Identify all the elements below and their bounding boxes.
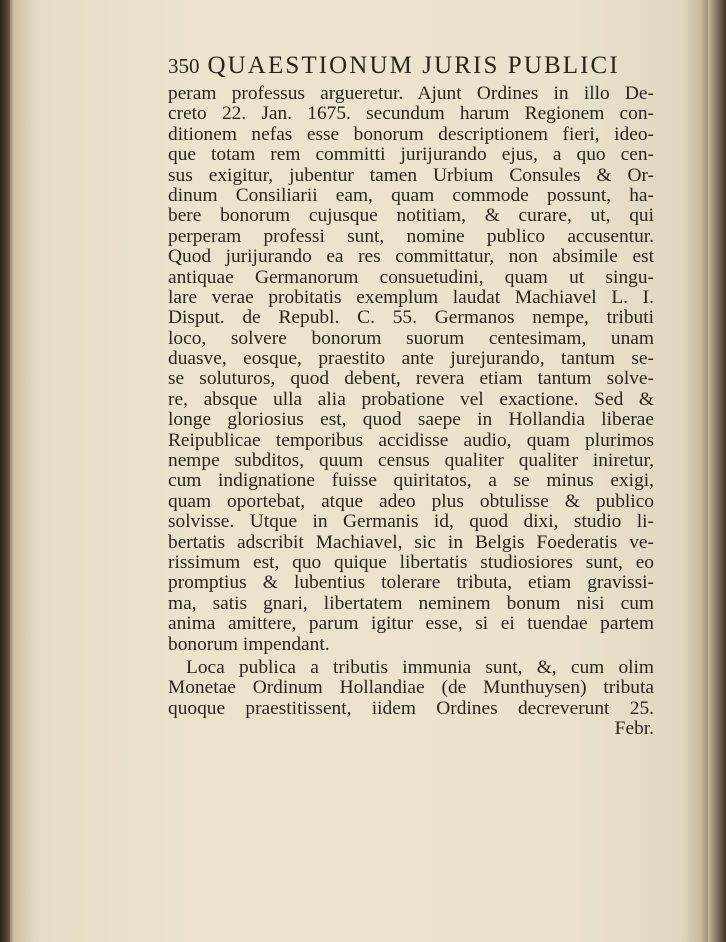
text-line: dinum Consiliarii eam, quam commode possunt, ha-	[168, 184, 654, 206]
text-line: bertatis adscribit Machiavel, sic in Belgis Foederatis ve-	[168, 531, 654, 553]
page-edge	[708, 0, 726, 942]
text-line: Quod jurijurando ea res committatur, non absimile est	[168, 246, 654, 268]
text-line: promptius & lubentius tolerare tributa, etiam gravissi-	[168, 572, 654, 594]
page-number: 350	[168, 54, 200, 78]
running-title: QUAESTIONUM JURIS PUBLICI	[207, 52, 620, 79]
paragraph-1	[168, 84, 654, 655]
text-line: re, absque ulla alia probatione vel exactione. Sed &	[168, 388, 654, 410]
text-line: ma, satis gnari, libertatem neminem bonum nisi cum	[168, 592, 654, 614]
text-line: anima amittere, parum igitur esse, si ei tuendae partem	[168, 613, 654, 635]
text-line: duasve, eosque, praestito ante jurejurando, tantum se-	[168, 348, 654, 370]
text-line: cum indignatione fuisse quiritatos, a se minus exigi,	[168, 470, 654, 492]
text-line: creto 22. Jan. 1675. secundum harum Regionem con-	[168, 103, 654, 125]
text-line: que totam rem committi jurijurando ejus, a quo cen-	[168, 144, 654, 166]
text-line: sus exigitur, jubentur tamen Urbium Consules & Or-	[168, 164, 654, 186]
text-line: solvisse. Utque in Germanis id, quod dixi, studio li-	[168, 511, 654, 533]
book-gutter	[0, 0, 10, 942]
text-line: se soluturos, quod debent, revera etiam tantum solve-	[168, 368, 654, 390]
text-line: bere bonorum cujusque notitiam, & curare, ut, qui	[168, 205, 654, 227]
text-line: Loca publica a tributis immunia sunt, &, cum olim	[186, 656, 654, 678]
text-line: ditionem nefas esse bonorum descriptionem fieri, ideo-	[168, 123, 654, 145]
text-line: antiquae Germanorum consuetudini, quam ut singu-	[168, 266, 654, 288]
catchword: Febr.	[614, 718, 654, 740]
text-line: peram professus argueretur. Ajunt Ordines in illo De-	[168, 83, 654, 104]
paragraph-2	[168, 658, 654, 719]
text-block	[168, 52, 654, 740]
text-line: loco, solvere bonorum suorum centesimam, unam	[168, 327, 654, 349]
text-line: nempe subditos, quum census qualiter qualiter iniretur,	[168, 450, 654, 472]
text-line: bonorum impendant.	[168, 633, 330, 655]
text-line: longe gloriosius est, quod saepe in Hollandia liberae	[168, 409, 654, 431]
text-line: quam oportebat, atque adeo plus obtulisse & publico	[168, 490, 654, 512]
text-line: rissimum est, quo quique libertatis studiosiores sunt, eo	[168, 551, 654, 573]
text-line: quoque praestitissent, iidem Ordines decreverunt 25.	[168, 697, 654, 719]
text-line: Reipublicae temporibus accidisse audio, quam plurimos	[168, 429, 654, 451]
text-line: lare verae probitatis exemplum laudat Machiavel L. I.	[168, 286, 654, 308]
text-line: Disput. de Republ. C. 55. Germanos nempe, tributi	[168, 307, 654, 329]
running-head	[168, 52, 654, 84]
text-line: Monetae Ordinum Hollandiae (de Munthuysen) tributa	[168, 677, 654, 699]
text-line: perperam professi sunt, nomine publico accusentur.	[168, 225, 654, 247]
